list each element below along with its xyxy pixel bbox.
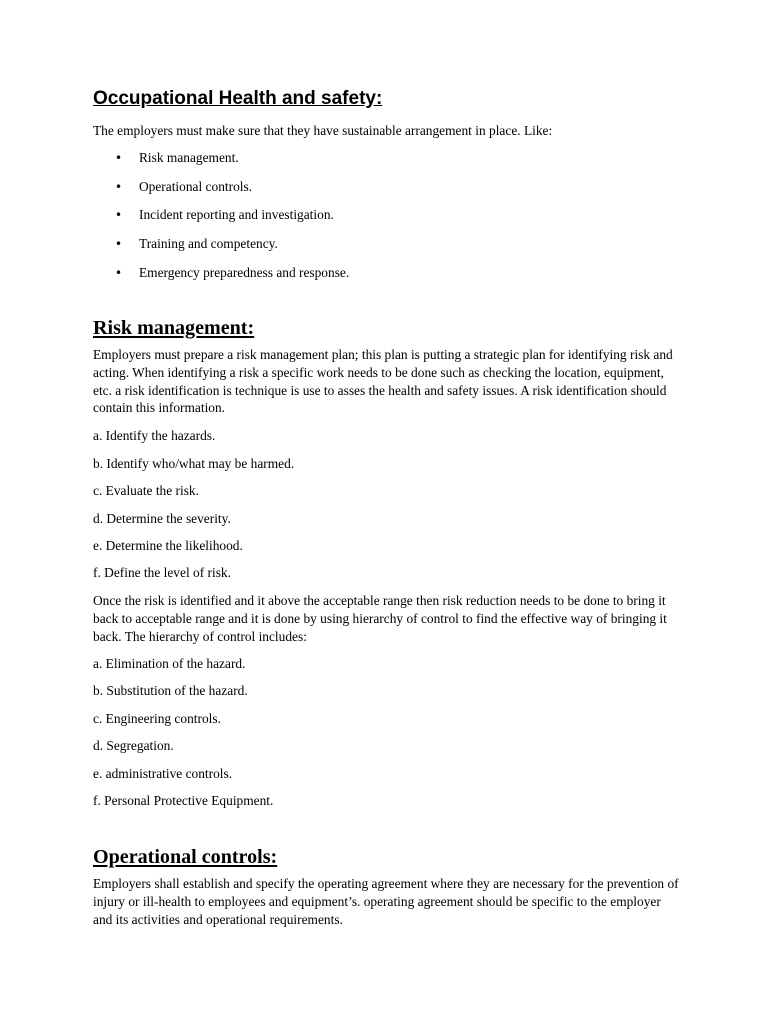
document-title: Occupational Health and safety:: [93, 88, 383, 109]
intro-text: The employers must make sure that they have sustainable arrangement in place. Like:: [93, 123, 553, 138]
list-item: b. Identify who/what may be harmed.: [93, 456, 295, 471]
list-item: • Incident reporting and investigation.: [139, 206, 334, 224]
risk-reduction-paragraph: Once the risk is identified and it above the acceptable range then risk reduction needs to be done to bring it back to acceptable range and it is done by using hierarchy of control to find the effective way of bringing it back. The hierarchy of control includes:: [93, 593, 667, 644]
list-item: • Training and competency.: [139, 235, 278, 253]
list-item: • Risk management.: [139, 149, 239, 167]
list-item: e. Determine the likelihood.: [93, 538, 243, 553]
risk-management-heading: Risk management:: [93, 317, 255, 339]
operational-controls-heading: Operational controls:: [93, 846, 278, 868]
list-item: • Operational controls.: [139, 178, 252, 196]
list-item: d. Determine the severity.: [93, 511, 231, 526]
list-item: b. Substitution of the hazard.: [93, 683, 248, 698]
operational-controls-paragraph: Employers shall establish and specify the operating agreement where they are necessary for the prevention of injury or ill-health to employees and equipment’s. operating agreement should be specific to the employer and its activities and operational requirements.: [93, 876, 679, 927]
list-item: • Emergency preparedness and response.: [139, 264, 349, 282]
risk-management-paragraph: Employers must prepare a risk management plan; this plan is putting a strategic plan for identifying risk and acting. When identifying a risk a specific work needs to be done such as checking the location, equipment, etc. a risk identification is technique is use to asses the health and safety issues. A risk identification should contain this information.: [93, 347, 673, 416]
list-item: e. administrative controls.: [93, 766, 233, 781]
list-item: c. Evaluate the risk.: [93, 483, 199, 498]
list-item: d. Segregation.: [93, 738, 174, 753]
list-item: c. Engineering controls.: [93, 711, 221, 726]
list-item: f. Define the level of risk.: [93, 565, 231, 580]
list-item: a. Identify the hazards.: [93, 428, 216, 443]
list-item: a. Elimination of the hazard.: [93, 656, 246, 671]
list-item: f. Personal Protective Equipment.: [93, 793, 274, 808]
